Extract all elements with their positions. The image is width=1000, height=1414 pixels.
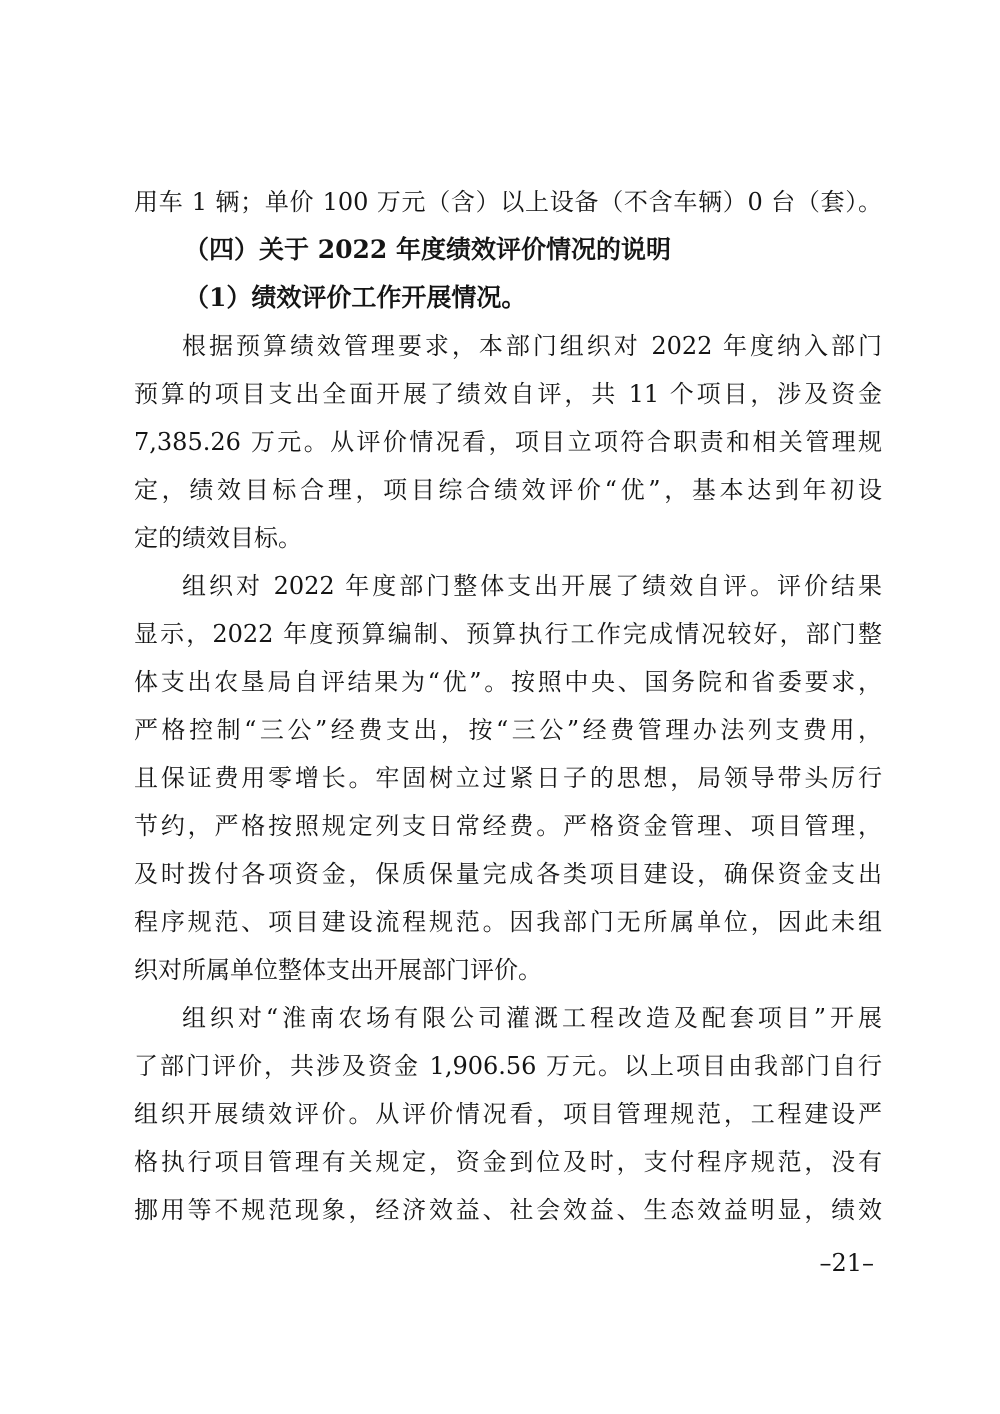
text-line: 定的绩效目标。 xyxy=(134,524,302,552)
page-number: –21– xyxy=(819,1249,874,1277)
text-line: 织对所属单位整体支出开展部门评价。 xyxy=(134,956,542,984)
text-line: 组织开展绩效评价。从评价情况看，项目管理规范，工程建设严 xyxy=(134,1100,882,1128)
text-flow xyxy=(134,178,882,1234)
text-line: 了部门评价，共涉及资金 1,906.56 万元。以上项目由我部门自行 xyxy=(134,1052,882,1080)
text-line: 节约，严格按照规定列支日常经费。严格资金管理、项目管理， xyxy=(134,812,882,840)
text-line: 定，绩效目标合理，项目综合绩效评价“优”，基本达到年初设 xyxy=(134,476,882,504)
text-line: 严格控制“三公”经费支出，按“三公”经费管理办法列支费用， xyxy=(134,716,882,744)
text-line: 程序规范、项目建设流程规范。因我部门无所属单位，因此未组 xyxy=(134,908,882,936)
text-line: 且保证费用零增长。牢固树立过紧日子的思想，局领导带头厉行 xyxy=(134,764,882,792)
text-line: 体支出农垦局自评结果为“优”。按照中央、国务院和省委要求， xyxy=(134,668,882,696)
heading-line: （四）关于 2022 年度绩效评价情况的说明 xyxy=(184,235,671,264)
text-line: 根据预算绩效管理要求，本部门组织对 2022 年度纳入部门 xyxy=(182,332,882,360)
text-line: 及时拨付各项资金，保质保量完成各类项目建设，确保资金支出 xyxy=(134,860,882,888)
text-line: 显示，2022 年度预算编制、预算执行工作完成情况较好，部门整 xyxy=(134,620,882,648)
text-line: 7,385.26 万元。从评价情况看，项目立项符合职责和相关管理规 xyxy=(134,428,882,456)
text-line: 组织对 2022 年度部门整体支出开展了绩效自评。评价结果 xyxy=(182,572,882,600)
text-line: 用车 1 辆；单价 100 万元（含）以上设备（不含车辆）0 台（套）。 xyxy=(134,188,882,216)
heading-line: （1）绩效评价工作开展情况。 xyxy=(184,283,527,312)
text-line: 格执行项目管理有关规定，资金到位及时，支付程序规范，没有 xyxy=(134,1148,882,1176)
text-line: 预算的项目支出全面开展了绩效自评，共 11 个项目，涉及资金 xyxy=(134,380,882,408)
text-line: 组织对“淮南农场有限公司灌溉工程改造及配套项目”开展 xyxy=(182,1004,882,1032)
text-line: 挪用等不规范现象，经济效益、社会效益、生态效益明显，绩效 xyxy=(134,1196,882,1224)
